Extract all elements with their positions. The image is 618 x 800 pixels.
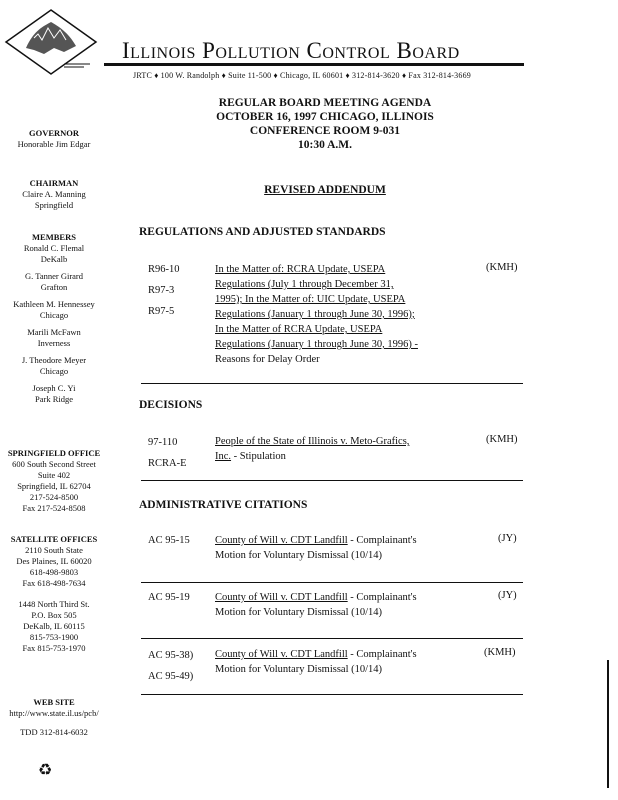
member-city: Inverness [37,338,71,348]
member-city: Chicago [39,366,69,376]
citation-title: County of Will v. CDT Landfill [215,592,348,603]
governor-name: Honorable Jim Edgar [17,139,91,149]
citation-case-number: AC 95-15 [148,535,190,546]
website-heading: WEB SITE [33,697,75,707]
agenda-heading-line-4: 10:30 A.M. [298,139,352,151]
members-heading: MEMBERS [32,232,76,242]
decision-description [215,434,485,464]
website-url: http://www.state.il.us/pcb/ [9,708,99,718]
case-number: 97-110 [148,437,178,448]
regulation-line: Reasons for Delay Order [215,354,320,365]
case-number: R96-10 [148,264,180,275]
citation-line-2: Motion for Voluntary Dismissal (10/14) [215,550,383,561]
member-city: Grafton [40,282,68,292]
satellite-line: Des Plaines, IL 60020 [16,556,92,566]
sidebar-springfield-office [0,448,108,514]
sidebar-satellite-offices [0,534,108,654]
agenda-heading-line-2: OCTOBER 16, 1997 CHICAGO, ILLINOIS [216,111,434,123]
springfield-line: Fax 217-524-8508 [22,503,86,513]
springfield-line: Suite 402 [37,470,71,480]
case-number: AC 95-49) [148,671,194,682]
chairman-heading: CHAIRMAN [29,178,79,188]
regulation-line: Regulations (January 1 through June 30, 1996) - [215,339,418,350]
member-city: DeKalb [40,254,68,264]
case-number: AC 95-38) [148,650,194,661]
citation-case-number: AC 95-19 [148,592,190,603]
title-rule [104,63,524,66]
regulation-line: In the Matter of: RCRA Update, USEPA [215,264,386,275]
section-divider [141,480,523,481]
sidebar-governor [0,128,108,150]
springfield-line: 217-524-8500 [29,492,79,502]
regulation-line: 1995); In the Matter of: UIC Update, USEPA [215,294,406,305]
springfield-heading: SPRINGFIELD OFFICE [7,448,101,458]
citation-line-2: Motion for Voluntary Dismissal (10/14) [215,664,383,675]
decisions-heading: DECISIONS [139,399,203,411]
citation-divider [141,638,523,639]
satellite-line: 815-753-1900 [29,632,79,642]
satellite-line: Fax 815-753-1970 [22,643,86,653]
decision-suffix: - Stipulation [231,451,286,462]
regulation-line: Regulations (January 1 through June 30, 1996); [215,309,415,320]
satellite-line: DeKalb, IL 60115 [23,621,85,631]
satellite-line: P.O. Box 505 [31,610,77,620]
regulation-line: Regulations (July 1 through December 31, [215,279,394,290]
sidebar-members [0,232,108,405]
regulation-line: In the Matter of RCRA Update, USEPA [215,324,383,335]
member-name: Kathleen M. Hennessey [13,299,95,309]
agenda-heading-line-1: REGULAR BOARD MEETING AGENDA [218,97,432,109]
decision-title: People of the State of Illinois v. Meto-Grafics, [215,436,410,447]
member-name: J. Theodore Meyer [21,355,87,365]
decision-case-numbers [148,432,187,474]
citation-description [215,647,485,677]
board-title: Illinois Pollution Control Board [122,38,460,63]
regulations-initials: (KMH) [486,262,518,273]
recycle-icon: ♻ [38,762,53,779]
agenda-heading-line-3: CONFERENCE ROOM 9-031 [249,125,401,137]
governor-heading: GOVERNOR [28,128,80,138]
tdd-number: TDD 312-814-6032 [20,727,88,737]
member-city: Park Ridge [34,394,73,404]
sidebar-website [0,697,108,738]
citation-title: County of Will v. CDT Landfill [215,649,348,660]
scan-edge-mark [607,660,609,788]
citation-rest: - Complainant's [347,649,417,660]
member-name: Ronald C. Flemal [23,243,85,253]
case-number: R97-5 [148,306,175,317]
case-number: RCRA-E [148,458,187,469]
board-address: JRTC ♦ 100 W. Randolph ♦ Suite 11-500 ♦ Chicago, IL 60601 ♦ 312-814-3620 ♦ Fax 312-814-3669 [133,71,471,80]
sidebar-chairman [0,178,108,211]
citation-title: County of Will v. CDT Landfill [215,535,348,546]
citation-divider [141,694,523,695]
decision-title: Inc. [215,451,232,462]
satellite-heading: SATELLITE OFFICES [10,534,98,544]
regulations-heading: REGULATIONS AND ADJUSTED STANDARDS [139,226,386,238]
citations-heading: ADMINISTRATIVE CITATIONS [139,499,308,511]
regulation-case-numbers [148,259,180,322]
citation-divider [141,582,523,583]
member-name: Joseph C. Yi [32,383,76,393]
satellite-line: 1448 North Third St. [18,599,90,609]
satellite-line: 2110 South State [25,545,83,555]
section-divider [141,383,523,384]
springfield-line: Springfield, IL 62704 [17,481,91,491]
member-name: Marili McFawn [27,327,81,337]
decision-initials: (KMH) [486,434,518,445]
citation-case-numbers [148,645,193,687]
citation-initials: (JY) [498,533,517,544]
member-name: G. Tanner Girard [24,271,84,281]
citation-description [215,590,485,620]
illinois-state-logo [4,8,98,76]
chairman-city: Springfield [34,200,74,210]
regulations-description [215,262,485,367]
chairman-name: Claire A. Manning [22,189,86,199]
member-city: Chicago [39,310,69,320]
satellite-line: Fax 618-498-7634 [22,578,86,588]
citation-description [215,533,485,563]
citation-initials: (JY) [498,590,517,601]
satellite-line: 618-498-9803 [29,567,79,577]
citation-rest: - Complainant's [347,592,417,603]
citation-rest: - Complainant's [347,535,417,546]
citation-line-2: Motion for Voluntary Dismissal (10/14) [215,607,383,618]
citation-initials: (KMH) [484,647,516,658]
case-number: R97-3 [148,285,175,296]
revised-addendum: REVISED ADDENDUM [264,184,386,196]
springfield-line: 600 South Second Street [12,459,96,469]
